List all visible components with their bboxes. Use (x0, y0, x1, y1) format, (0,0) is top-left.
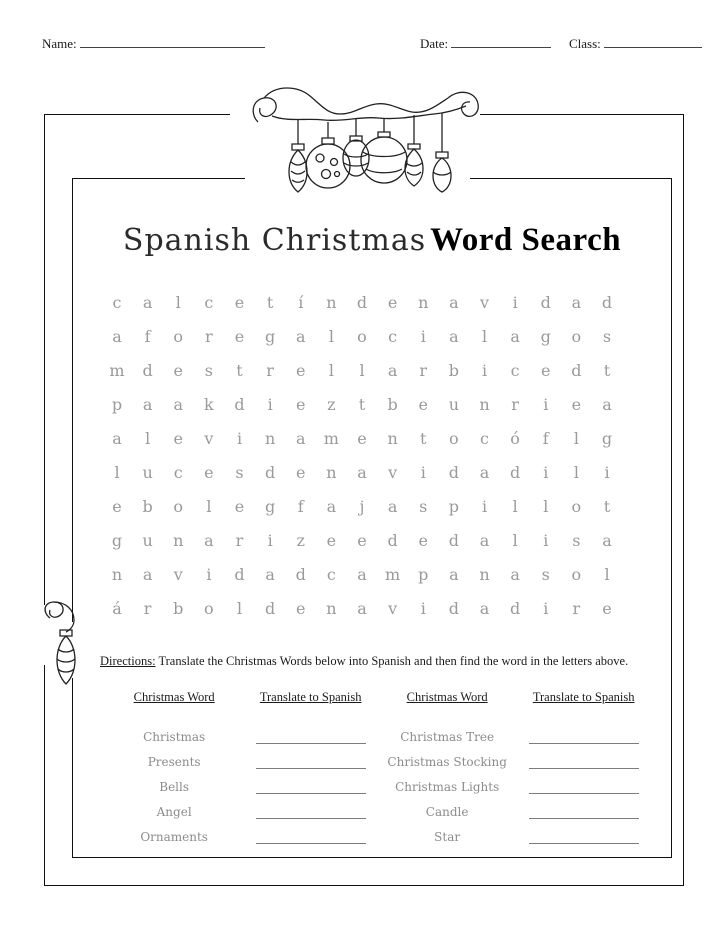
grid-cell: o (449, 428, 459, 448)
grid-cell: g (540, 326, 551, 346)
grid-cell: t (603, 496, 611, 516)
blank-line[interactable] (256, 779, 366, 794)
grid-cell: a (510, 564, 520, 584)
grid-cell: e (418, 394, 428, 414)
grid-cell: i (481, 496, 488, 516)
grid-cell: a (142, 394, 153, 414)
grid-cell: c (510, 360, 520, 380)
grid-cell: d (234, 394, 245, 414)
grid-cell: t (236, 360, 243, 380)
grid-cell: f (542, 428, 549, 448)
grid-cell: s (572, 530, 581, 550)
blank-line[interactable] (256, 829, 366, 844)
grid-cell: a (602, 530, 612, 550)
grid-cell: d (265, 462, 276, 482)
grid-cell: a (571, 292, 582, 312)
table-row (104, 794, 650, 819)
grid-cell: g (601, 428, 613, 448)
grid-cell: d (448, 598, 459, 618)
grid-row (104, 353, 620, 387)
grid-cell: r (266, 360, 274, 380)
directions-text (100, 653, 645, 669)
grid-cell: v (388, 462, 398, 482)
grid-cell: l (145, 428, 151, 448)
grid-cell: a (602, 394, 612, 414)
answer-blank-right[interactable] (517, 779, 650, 794)
header-translate-right: Translate to Spanish (532, 690, 635, 704)
grid-cell: e (173, 360, 183, 380)
grid-cell: d (356, 292, 368, 312)
word-right: Christmas Stocking (387, 755, 507, 769)
class-field[interactable] (569, 36, 702, 52)
grid-cell: l (206, 496, 212, 516)
grid-cell: s (541, 564, 550, 584)
grid-cell: l (359, 360, 365, 380)
grid-cell: a (449, 292, 459, 312)
grid-cell: r (511, 394, 519, 414)
grid-cell: p (448, 496, 459, 516)
answer-blank-right[interactable] (517, 829, 650, 844)
grid-cell: b (387, 394, 398, 414)
word-left: Christmas (143, 730, 206, 744)
grid-cell: o (571, 496, 582, 516)
grid-cell: k (204, 394, 214, 414)
grid-cell: a (204, 530, 214, 550)
date-field[interactable] (420, 36, 551, 52)
grid-cell: r (572, 598, 581, 618)
word-left: Presents (147, 755, 201, 769)
grid-cell: n (264, 428, 276, 448)
word-right: Christmas Tree (400, 730, 495, 744)
grid-row (104, 421, 620, 455)
answer-blank-right[interactable] (517, 729, 650, 744)
grid-row (104, 523, 620, 557)
grid-cell: n (326, 598, 337, 618)
grid-cell: a (357, 564, 367, 584)
word-search-grid (104, 285, 620, 625)
grid-cell: e (234, 292, 245, 312)
grid-cell: d (295, 564, 306, 584)
class-blank-line[interactable] (604, 36, 702, 48)
grid-cell: i (236, 428, 243, 448)
grid-cell: a (479, 462, 490, 482)
grid-cell: í (298, 292, 304, 312)
grid-cell: e (326, 530, 337, 550)
header-translate-left: Translate to Spanish (259, 690, 362, 704)
grid-cell: l (604, 564, 610, 584)
grid-cell: d (387, 530, 398, 550)
grid-cell: á (112, 598, 122, 618)
answer-blank-right[interactable] (517, 754, 650, 769)
grid-cell: d (510, 598, 521, 618)
grid-cell: l (236, 598, 243, 618)
title-part-spanish-christmas: Spanish Christmas (122, 223, 427, 258)
grid-cell: l (175, 292, 181, 312)
grid-cell: i (604, 462, 610, 482)
grid-cell: d (510, 462, 521, 482)
table-row (104, 769, 650, 794)
table-row (104, 819, 650, 844)
grid-cell: i (206, 564, 212, 584)
grid-cell: a (479, 598, 490, 618)
date-label: Date: (420, 36, 449, 51)
grid-cell: e (541, 360, 551, 380)
grid-cell: l (512, 496, 518, 516)
grid-cell: o (173, 496, 184, 516)
grid-cell: c (112, 292, 122, 312)
grid-cell: i (543, 462, 549, 482)
page-title (72, 222, 672, 259)
grid-cell: v (479, 292, 490, 312)
grid-cell: e (296, 394, 306, 414)
grid-row (104, 557, 620, 591)
grid-cell: a (265, 564, 275, 584)
grid-cell: m (109, 360, 125, 380)
answer-blank-right[interactable] (517, 804, 650, 819)
grid-cell: o (357, 326, 367, 346)
grid-cell: e (387, 292, 398, 312)
word-left: Angel (156, 805, 192, 819)
grid-cell: i (420, 598, 426, 618)
grid-cell: i (543, 598, 549, 618)
grid-cell: s (419, 496, 428, 516)
class-label: Class: (569, 36, 601, 51)
grid-cell: r (205, 326, 213, 346)
grid-cell: z (296, 530, 305, 550)
blank-line[interactable] (529, 729, 639, 744)
grid-cell: a (357, 462, 367, 482)
grid-cell: r (419, 360, 428, 380)
grid-cell: u (142, 462, 153, 482)
grid-cell: d (142, 360, 153, 380)
grid-row (104, 387, 620, 421)
blank-line[interactable] (256, 754, 366, 769)
grid-cell: l (573, 462, 579, 482)
grid-cell: e (602, 598, 612, 618)
grid-cell: o (173, 326, 184, 346)
grid-cell: a (479, 530, 490, 550)
grid-cell: v (173, 564, 183, 584)
directions-label: Directions: (100, 654, 156, 668)
grid-cell: a (510, 326, 520, 346)
table-row (104, 719, 650, 744)
grid-cell: e (112, 496, 122, 516)
grid-row (104, 489, 620, 523)
grid-cell: e (571, 394, 582, 414)
word-right: Candle (425, 805, 469, 819)
header-christmas-word-right: Christmas Word (406, 690, 488, 704)
grid-cell: a (387, 496, 398, 516)
grid-row (104, 591, 620, 625)
word-left: Ornaments (140, 830, 208, 844)
grid-cell: a (142, 292, 153, 312)
word-right: Christmas Lights (395, 780, 500, 794)
grid-row (104, 455, 620, 489)
grid-cell: a (112, 428, 122, 448)
grid-cell: d (571, 360, 582, 380)
grid-cell: s (204, 360, 213, 380)
grid-cell: d (601, 292, 613, 312)
grid-cell: n (326, 292, 337, 312)
grid-cell: ó (510, 428, 520, 448)
grid-cell: c (480, 428, 489, 448)
grid-cell: n (479, 564, 490, 584)
grid-cell: j (359, 496, 365, 516)
header-christmas-word-left: Christmas Word (133, 690, 215, 704)
grid-cell: b (142, 496, 153, 516)
grid-cell: m (385, 564, 401, 584)
grid-cell: r (235, 530, 244, 550)
grid-cell: a (326, 496, 337, 516)
grid-cell: p (111, 394, 123, 414)
blank-line[interactable] (529, 804, 639, 819)
grid-cell: i (420, 462, 426, 482)
grid-cell: n (387, 428, 398, 448)
name-label: Name: (42, 36, 77, 51)
grid-cell: a (142, 564, 153, 584)
grid-cell: l (328, 360, 334, 380)
grid-cell: e (234, 496, 245, 516)
grid-row (104, 319, 620, 353)
grid-cell: l (543, 496, 549, 516)
worksheet-header (42, 36, 686, 56)
blank-line[interactable] (256, 729, 366, 744)
grid-cell: t (266, 292, 274, 312)
grid-cell: d (265, 598, 276, 618)
grid-cell: o (571, 326, 582, 346)
blank-line[interactable] (529, 754, 639, 769)
grid-cell: n (111, 564, 123, 584)
grid-cell: i (481, 360, 488, 380)
grid-cell: r (143, 598, 152, 618)
blank-line[interactable] (256, 804, 366, 819)
grid-cell: s (602, 326, 612, 346)
grid-cell: b (448, 360, 459, 380)
grid-cell: s (235, 462, 244, 482)
grid-cell: e (357, 428, 367, 448)
name-field[interactable] (42, 36, 265, 52)
translation-table (104, 690, 650, 844)
grid-cell: f (144, 326, 151, 346)
grid-cell: g (265, 326, 276, 346)
grid-cell: d (540, 292, 551, 312)
answer-blank-left[interactable] (244, 779, 377, 794)
grid-cell: b (173, 598, 184, 618)
grid-cell: n (479, 394, 490, 414)
grid-cell: o (571, 564, 582, 584)
grid-cell: l (328, 326, 334, 346)
grid-cell: e (296, 360, 306, 380)
grid-cell: d (234, 564, 245, 584)
grid-cell: n (418, 292, 429, 312)
blank-line[interactable] (529, 829, 639, 844)
grid-cell: o (204, 598, 214, 618)
grid-cell: a (112, 326, 122, 346)
grid-cell: c (388, 326, 398, 346)
grid-cell: t (603, 360, 611, 380)
grid-cell: u (142, 530, 153, 550)
grid-cell: g (265, 496, 276, 516)
grid-cell: e (418, 530, 428, 550)
side-ornament-icon (38, 600, 100, 692)
answer-blank-left[interactable] (244, 829, 377, 844)
blank-line[interactable] (529, 779, 639, 794)
grid-cell: l (573, 428, 579, 448)
word-left: Bells (159, 780, 190, 794)
answer-blank-left[interactable] (244, 804, 377, 819)
grid-cell: d (448, 530, 459, 550)
grid-cell: a (449, 564, 459, 584)
grid-cell: n (326, 462, 337, 482)
answer-blank-left[interactable] (244, 754, 377, 769)
grid-cell: e (296, 462, 306, 482)
date-blank-line[interactable] (451, 36, 551, 48)
grid-cell: c (173, 462, 183, 482)
translation-table-header (104, 690, 650, 705)
grid-cell: a (387, 360, 398, 380)
grid-cell: f (297, 496, 304, 516)
grid-cell: l (114, 462, 120, 482)
grid-cell: a (357, 598, 367, 618)
grid-cell: c (204, 292, 214, 312)
grid-cell: m (323, 428, 339, 448)
directions-body: Translate the Christmas Words below into Spanish and then find the word in the letters above. (155, 654, 629, 668)
table-row (104, 744, 650, 769)
grid-cell: v (388, 598, 398, 618)
name-blank-line[interactable] (80, 36, 265, 48)
grid-cell: i (543, 394, 549, 414)
ornament-garland-icon (236, 70, 496, 205)
title-part-word-search: Word Search (430, 222, 622, 258)
grid-cell: l (512, 530, 518, 550)
word-right: Star (434, 830, 461, 844)
grid-cell: a (449, 326, 459, 346)
grid-cell: c (326, 564, 336, 584)
grid-cell: e (296, 598, 306, 618)
grid-cell: e (357, 530, 367, 550)
grid-cell: d (448, 462, 459, 482)
grid-cell: a (173, 394, 184, 414)
grid-cell: e (204, 462, 214, 482)
answer-blank-left[interactable] (244, 729, 377, 744)
grid-cell: a (295, 326, 306, 346)
grid-cell: e (173, 428, 183, 448)
grid-cell: p (418, 564, 429, 584)
grid-cell: a (295, 428, 306, 448)
grid-row (104, 285, 620, 319)
grid-cell: g (111, 530, 123, 550)
grid-cell: i (267, 530, 273, 550)
grid-cell: z (327, 394, 336, 414)
grid-cell: t (358, 394, 366, 414)
grid-cell: i (543, 530, 549, 550)
grid-cell: n (173, 530, 184, 550)
grid-cell: i (512, 292, 518, 312)
grid-cell: u (448, 394, 460, 414)
grid-cell: v (204, 428, 214, 448)
grid-cell: t (420, 428, 427, 448)
grid-cell: i (420, 326, 426, 346)
grid-cell: e (234, 326, 245, 346)
grid-cell: i (267, 394, 273, 414)
grid-cell: l (481, 326, 488, 346)
